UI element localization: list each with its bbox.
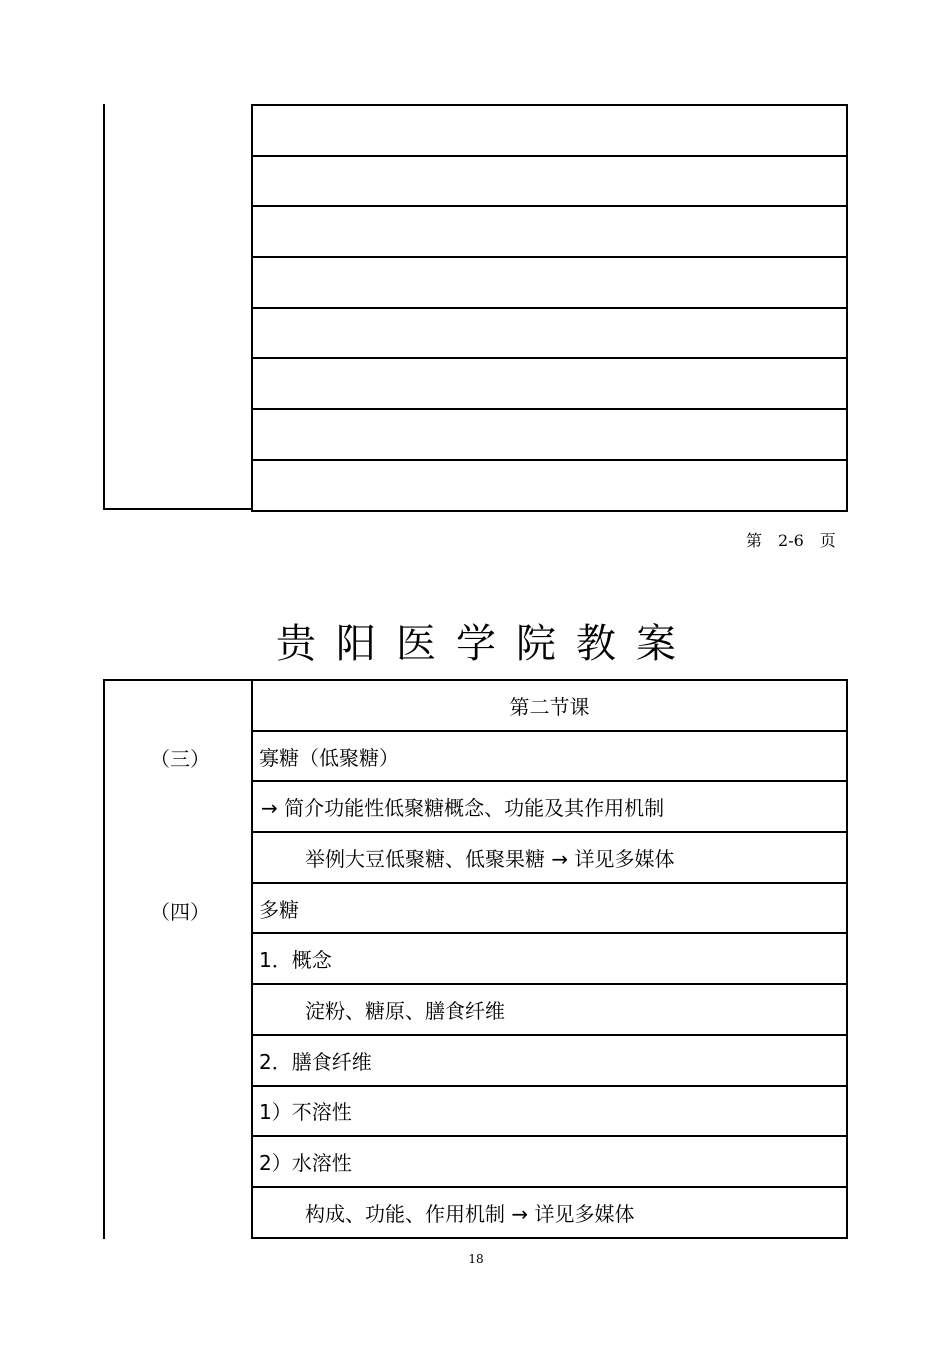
table-row: 构成、功能、作用机制 → 详见多媒体 bbox=[253, 1188, 846, 1239]
lesson-table bbox=[251, 679, 848, 1239]
table-row: 1．概念 bbox=[253, 934, 846, 985]
table-row bbox=[253, 461, 846, 512]
section-title-polysaccharide: 多糖 bbox=[253, 884, 846, 935]
table-row: → 简介功能性低聚糖概念、功能及其作用机制 bbox=[253, 782, 846, 833]
top-table-left-column bbox=[103, 104, 253, 510]
section-label-3: （三） bbox=[150, 747, 210, 771]
page-ref-number: 2-6 bbox=[778, 531, 804, 550]
table-row: 1）不溶性 bbox=[253, 1087, 846, 1138]
table-row bbox=[253, 258, 846, 309]
table-row bbox=[253, 106, 846, 157]
top-table bbox=[251, 104, 848, 512]
table-row: 淀粉、糖原、膳食纤维 bbox=[253, 985, 846, 1036]
table-row bbox=[253, 207, 846, 258]
section-title-oligosaccharide: 寡糖（低聚糖） bbox=[253, 732, 846, 783]
page-title: 贵阳医学院教案 bbox=[276, 621, 696, 667]
table-row bbox=[253, 157, 846, 208]
table-row: 举例大豆低聚糖、低聚果糖 → 详见多媒体 bbox=[253, 833, 846, 884]
page-ref-prefix: 第 bbox=[746, 531, 763, 550]
table-row bbox=[253, 309, 846, 360]
table-row: 2）水溶性 bbox=[253, 1137, 846, 1188]
table-row bbox=[253, 359, 846, 410]
page-ref-suffix: 页 bbox=[819, 531, 836, 550]
table-row: 2．膳食纤维 bbox=[253, 1036, 846, 1087]
previous-page-reference bbox=[746, 528, 836, 551]
section-label-4: （四） bbox=[150, 900, 210, 924]
lesson-header: 第二节课 bbox=[253, 681, 846, 732]
table-row bbox=[253, 410, 846, 461]
page-number: 18 bbox=[468, 1252, 484, 1266]
